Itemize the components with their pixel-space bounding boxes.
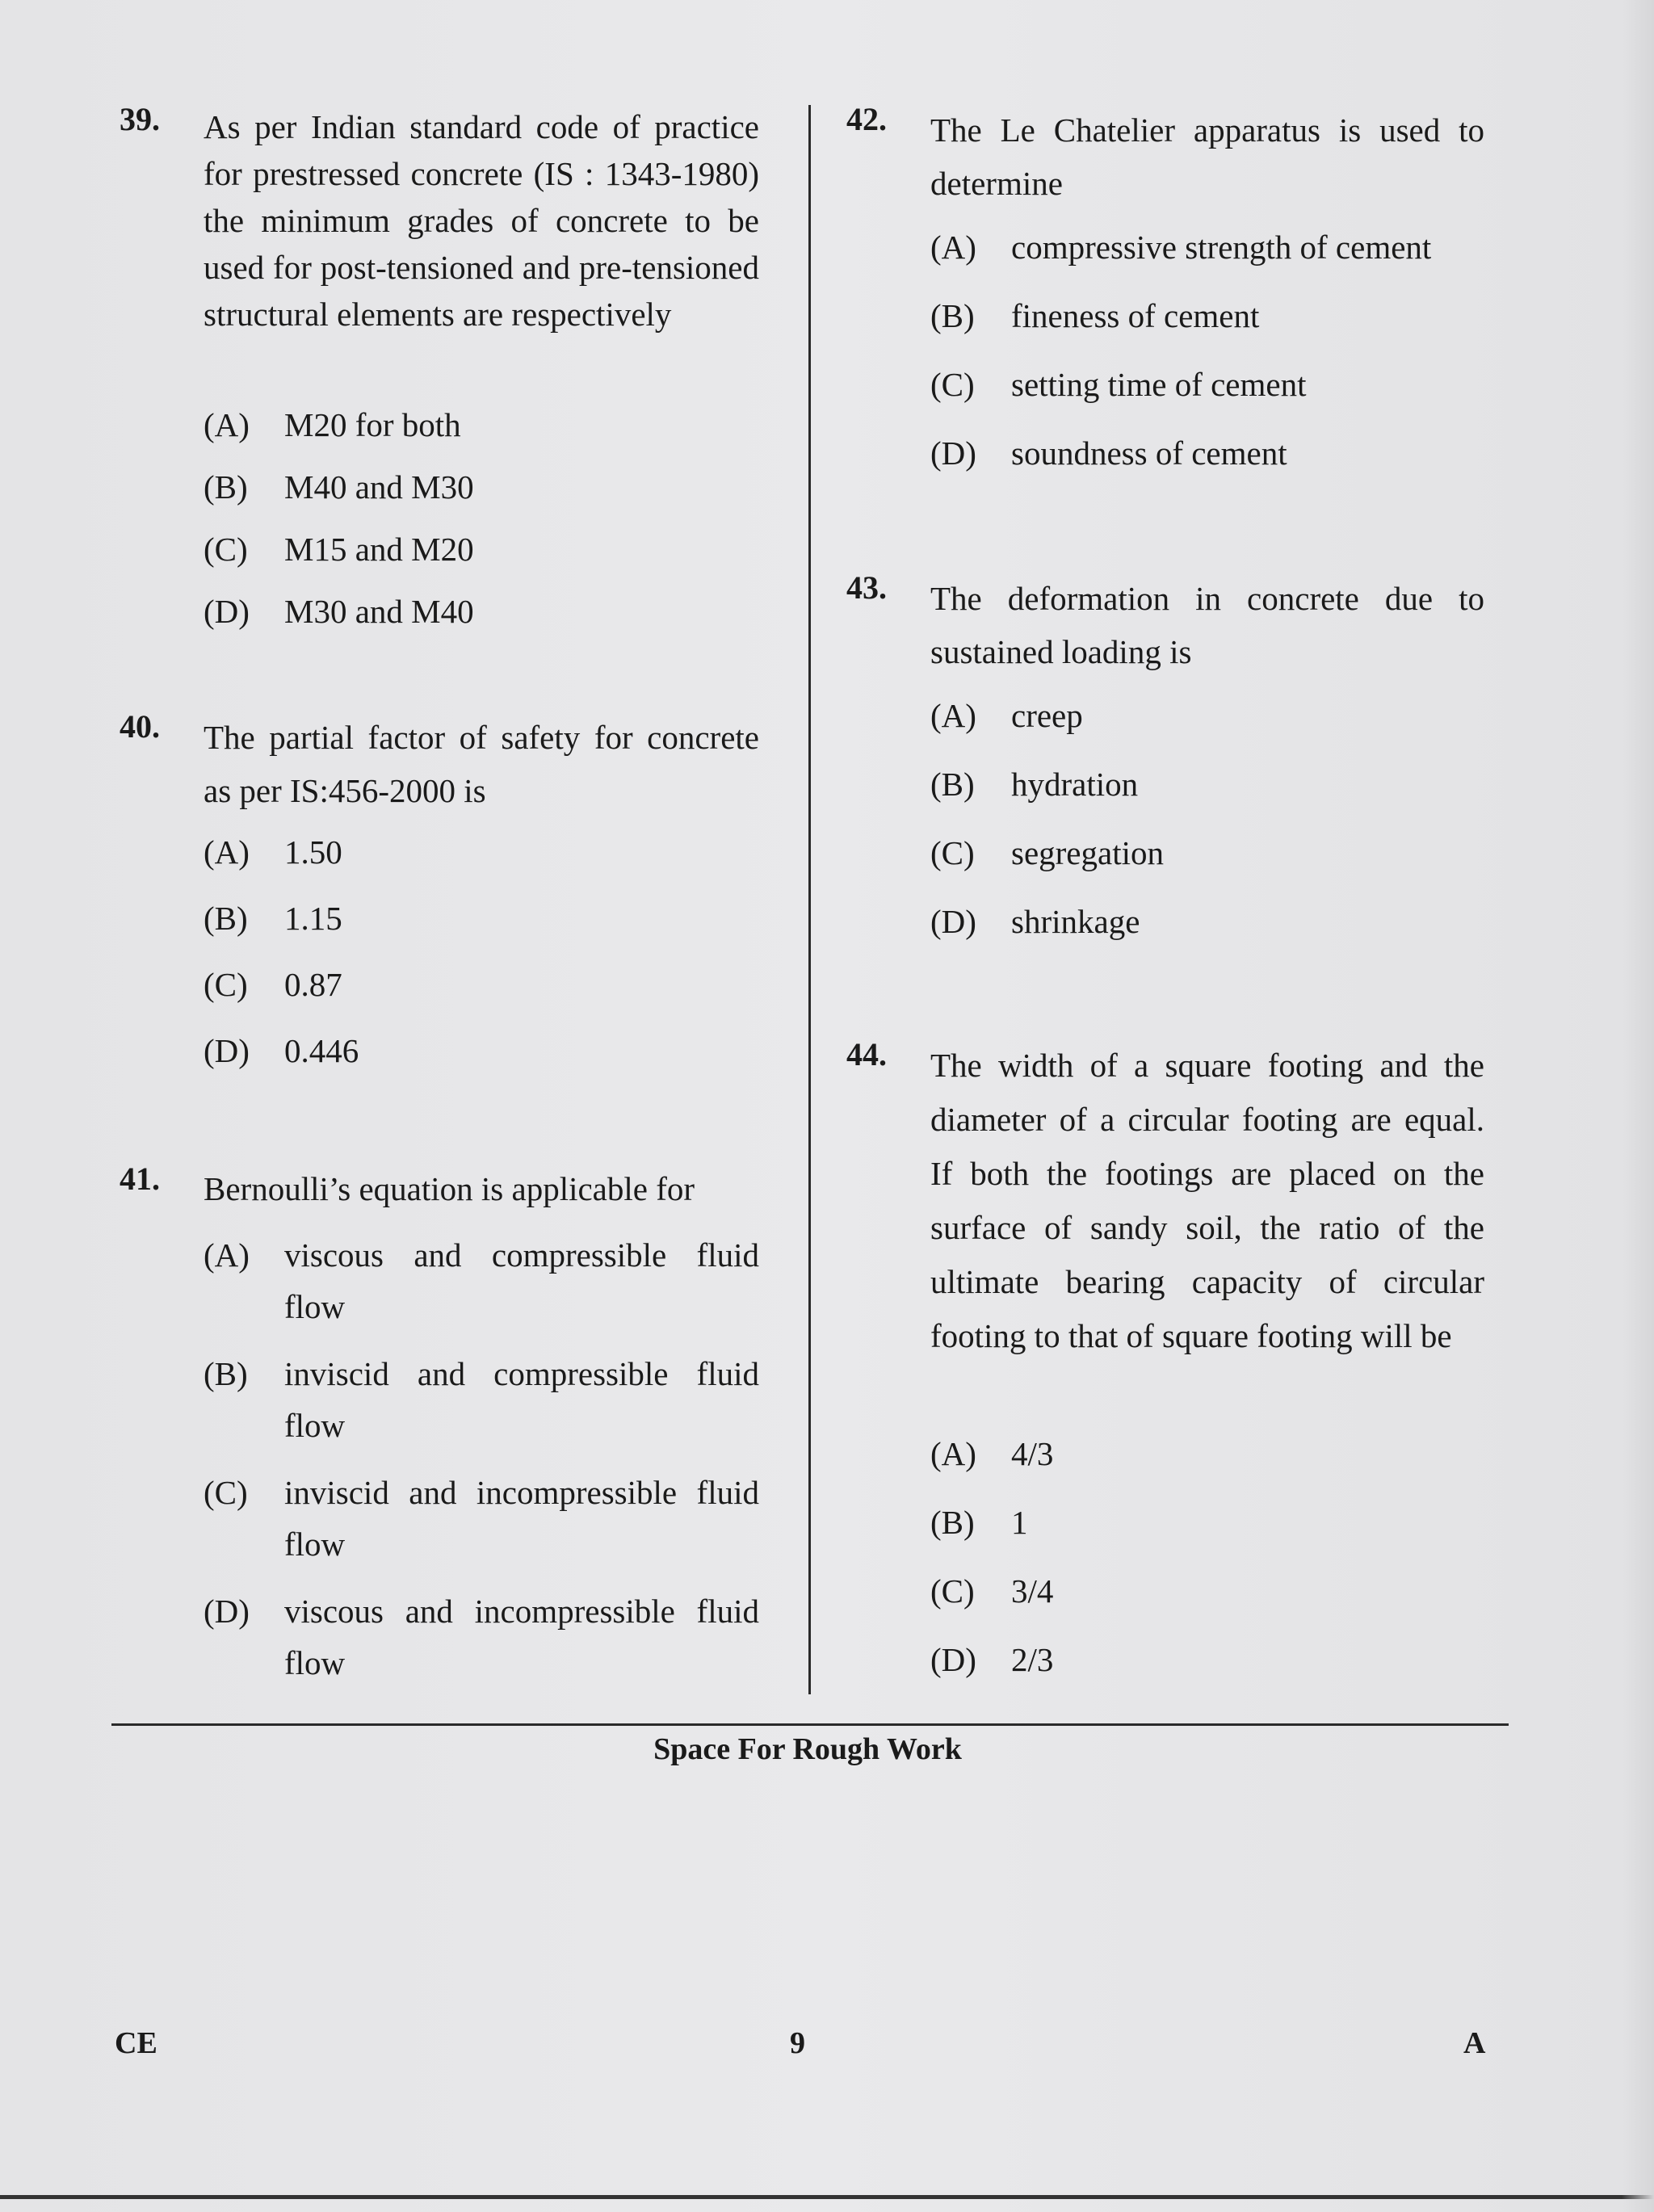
question-text: As per Indian standard code of practice for prestressed concrete (IS : 1343-1980) the minimum grades of concrete to be used for post-tensioned and pre-tensioned structural elements are respectively <box>204 108 759 333</box>
option-text: 4/3 <box>1011 1435 1054 1472</box>
question-number: 39. <box>120 101 160 137</box>
question-text: The partial factor of safety for concrete as per IS:456-2000 is <box>204 719 759 809</box>
option-letter: (A) <box>204 406 250 443</box>
question-text: The deformation in concrete due to sustained loading is <box>930 580 1484 670</box>
option-letter: (C) <box>930 834 975 871</box>
option-text: M15 and M20 <box>284 531 474 568</box>
option-letter: (C) <box>930 366 975 403</box>
option-letter: (A) <box>204 833 250 871</box>
option-letter: (C) <box>204 1474 248 1511</box>
option-letter: (A) <box>204 1236 250 1274</box>
option-letter: (A) <box>930 229 976 266</box>
option-letter: (C) <box>204 531 248 568</box>
question-number: 40. <box>120 708 160 745</box>
option-letter: (A) <box>930 697 976 734</box>
question-text: The width of a square footing and the diameter of a circular footing are equal. If both the footings are placed on the surface of sandy soil, the ratio of the ultimate bearing capacity of circular footing to that of square footing will be <box>930 1047 1484 1354</box>
option-letter: (B) <box>930 297 975 334</box>
option-letter: (B) <box>930 766 975 803</box>
question-44 <box>846 1036 1484 1790</box>
option-letter: (B) <box>204 468 248 506</box>
option-text: shrinkage <box>1011 903 1140 940</box>
rough-work-label: Space For Rough Work <box>653 1732 962 1766</box>
question-number: 41. <box>120 1161 160 1197</box>
option-letter: (A) <box>930 1435 976 1472</box>
option-text: creep <box>1011 697 1083 734</box>
option-text: 0.87 <box>284 966 342 1003</box>
option-text: M30 and M40 <box>284 593 474 630</box>
question-42 <box>846 103 1484 556</box>
question-40 <box>120 708 759 1163</box>
option-text: fineness of cement <box>1011 297 1260 334</box>
option-letter: (B) <box>204 1355 248 1392</box>
page-edge-shadow <box>1622 0 1654 2212</box>
option-text: 1.15 <box>284 900 342 937</box>
footer-booklet-series: A <box>1463 2026 1486 2060</box>
option-letter: (D) <box>204 593 250 630</box>
option-text: inviscid and compressible fluid flow <box>284 1355 759 1444</box>
option-text: soundness of cement <box>1011 434 1287 472</box>
option-text: compressive strength of cement <box>1011 229 1432 266</box>
option-text: M20 for both <box>284 406 461 443</box>
question-43 <box>846 569 1484 1024</box>
option-text: 2/3 <box>1011 1641 1054 1678</box>
option-text: 1 <box>1011 1504 1028 1541</box>
bottom-edge-line <box>0 2195 1654 2199</box>
question-number: 44. <box>846 1036 887 1072</box>
column-divider <box>808 105 811 1694</box>
question-text: Bernoulli’s equation is applicable for <box>204 1170 695 1207</box>
option-text: setting time of cement <box>1011 366 1307 403</box>
option-text: viscous and compressible fluid flow <box>284 1236 759 1325</box>
option-letter: (D) <box>930 434 976 472</box>
section-divider <box>111 1723 1509 1726</box>
option-text: M40 and M30 <box>284 468 474 506</box>
option-text: viscous and incompressible fluid flow <box>284 1593 759 1681</box>
option-letter: (D) <box>204 1032 250 1069</box>
option-text: 3/4 <box>1011 1572 1054 1610</box>
option-letter: (C) <box>930 1572 975 1610</box>
question-39 <box>120 103 759 636</box>
option-letter: (D) <box>930 903 976 940</box>
option-letter: (C) <box>204 966 248 1003</box>
question-number: 42. <box>846 101 887 137</box>
question-text: The Le Chatelier apparatus is used to determine <box>930 111 1484 202</box>
option-text: inviscid and incompressible fluid flow <box>284 1474 759 1563</box>
option-text: 1.50 <box>284 833 342 871</box>
footer-subject-code: CE <box>115 2026 157 2060</box>
option-text: hydration <box>1011 766 1139 803</box>
option-text: 0.446 <box>284 1032 359 1069</box>
footer-page-number: 9 <box>790 2026 805 2060</box>
question-41 <box>120 1163 759 1785</box>
option-letter: (B) <box>204 900 248 937</box>
option-text: segregation <box>1011 834 1164 871</box>
option-letter: (B) <box>930 1504 975 1541</box>
question-number: 43. <box>846 569 887 606</box>
option-letter: (D) <box>930 1641 976 1678</box>
option-letter: (D) <box>204 1593 250 1630</box>
